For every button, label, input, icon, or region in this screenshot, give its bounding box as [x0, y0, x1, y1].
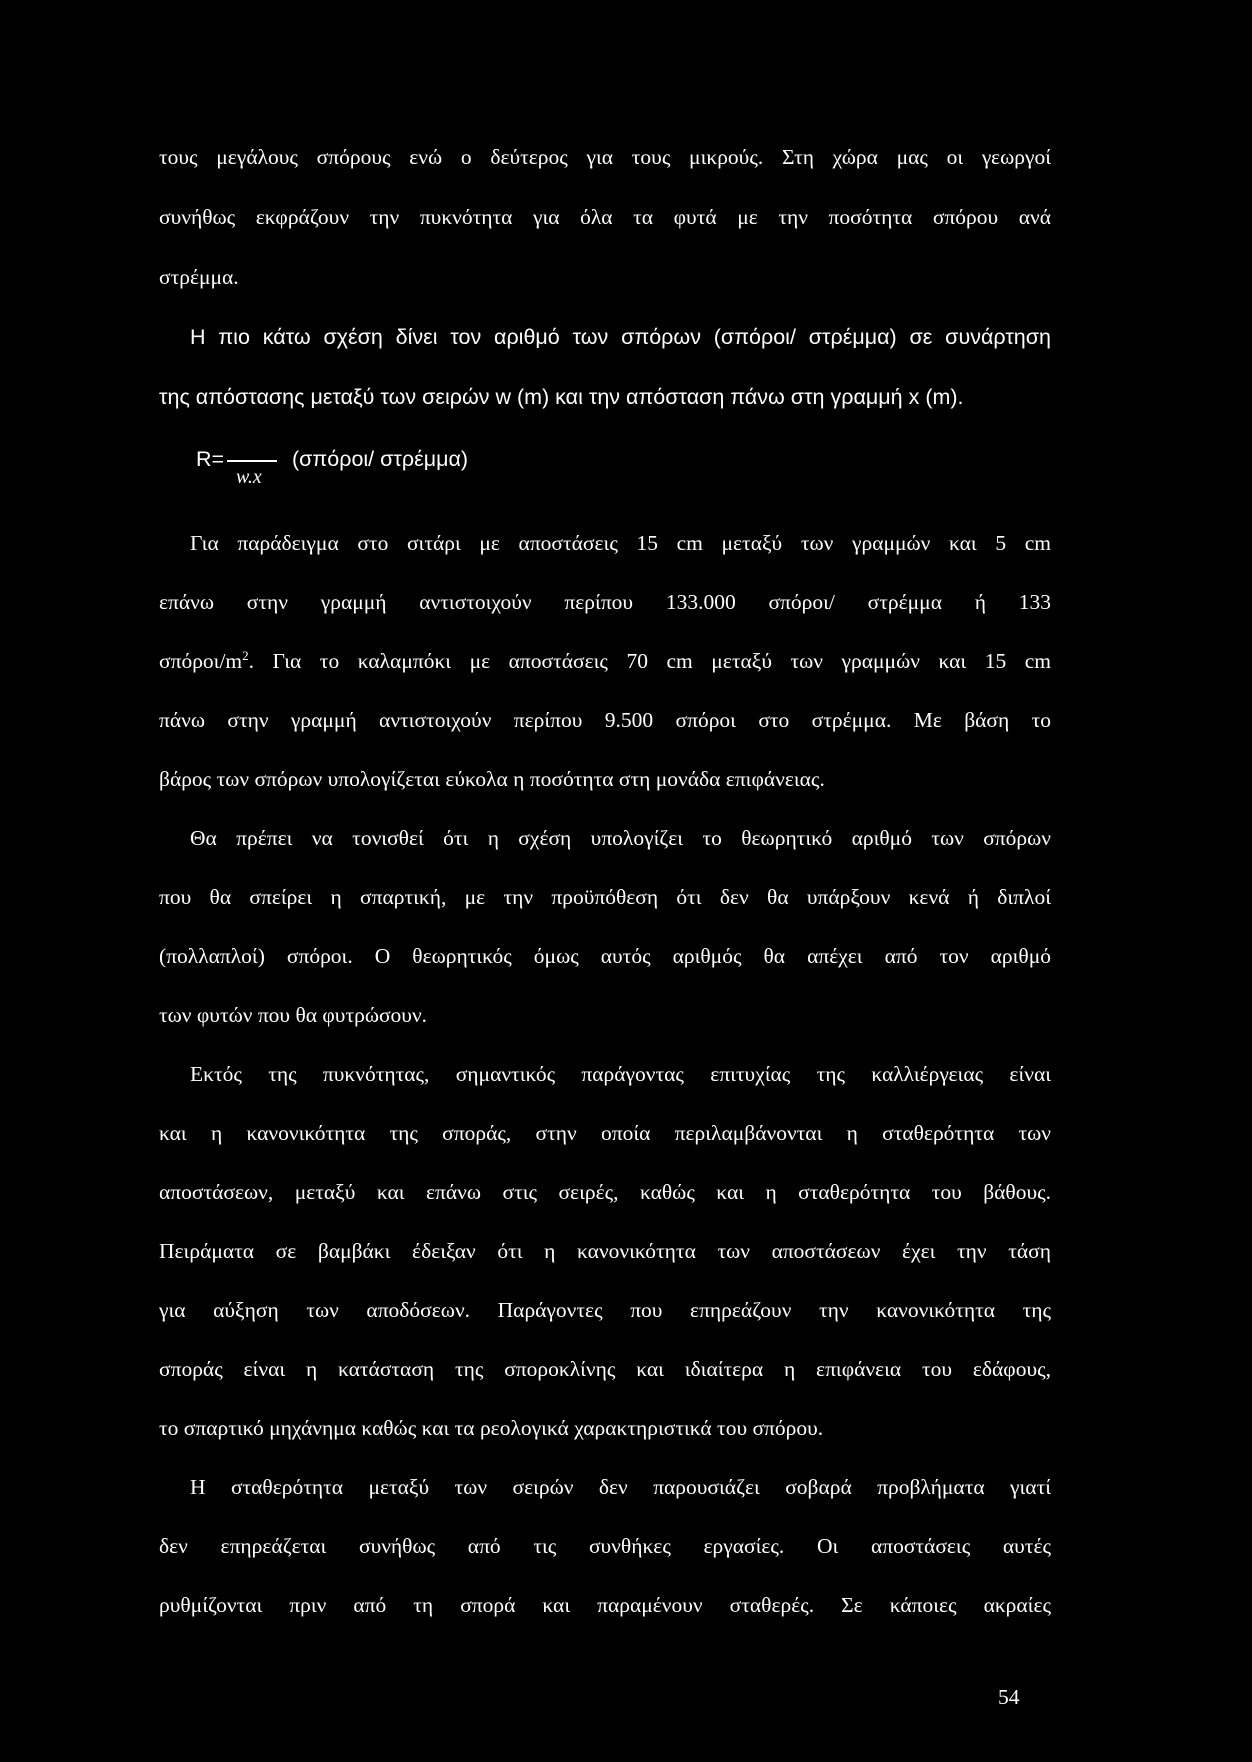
text-line [159, 646, 1051, 676]
formula-lhs: R= [196, 447, 225, 471]
formula-units: (σπόροι/ στρέμμα) [292, 447, 469, 471]
text-line: βάρος των σπόρων υπολογίζεται εύκολα η ποσότητα στη μονάδα επιφάνειας. [159, 767, 825, 791]
text-line: συνήθως εκφράζουν την πυκνότητα για όλα τα φυτά με την ποσότητα σπόρου ανά [159, 205, 1051, 229]
text-line: Για παράδειγμα στο σιτάρι με αποστάσεις 15 cm μεταξύ των γραμμών και 5 cm [190, 531, 1051, 555]
formula [196, 444, 469, 488]
text-line: Η σταθερότητα μεταξύ των σειρών δεν παρουσιάζει σοβαρά προβλήματα γιατί [190, 1475, 1051, 1499]
text-line: στρέμμα. [159, 265, 239, 289]
text-line: τους μεγάλους σπόρους ενώ ο δεύτερος για τους μικρούς. Στη χώρα μας οι γεωργοί [159, 145, 1051, 169]
superscript: 2 [242, 647, 249, 663]
text-segment: σπόροι/m [159, 649, 243, 673]
text-line: Πειράματα σε βαμβάκι έδειξαν ότι η κανονικότητα των αποστάσεων έχει την τάση [159, 1239, 1051, 1263]
text-line: (πολλαπλοί) σπόροι. Ο θεωρητικός όμως αυτός αριθμός θα απέχει από τον αριθμό [159, 944, 1051, 968]
text-line: της απόστασης μεταξύ των σειρών w (m) και την απόσταση πάνω στη γραμμή x (m). [159, 385, 964, 409]
text-line: που θα σπείρει η σπαρτική, με την προϋπόθεση ότι δεν θα υπάρξουν κενά ή διπλοί [159, 885, 1051, 909]
text-line: πάνω στην γραμμή αντιστοιχούν περίπου 9.500 σπόροι στο στρέμμα. Με βάση το [159, 708, 1051, 732]
text-segment: . Για το καλαμπόκι με αποστάσεις 70 cm μεταξύ των γραμμών και 15 cm [248, 649, 1051, 673]
text-line: Η πιο κάτω σχέση δίνει τον αριθμό των σπόρων (σπόροι/ στρέμμα) σε συνάρτηση [190, 325, 1051, 349]
text-line: των φυτών που θα φυτρώσουν. [159, 1003, 428, 1027]
page-number: 54 [998, 1685, 1020, 1709]
text-line: δεν επηρεάζεται συνήθως από τις συνθήκες εργασίες. Οι αποστάσεις αυτές [159, 1534, 1051, 1558]
text-line: για αύξηση των αποδόσεων. Παράγοντες που επηρεάζουν την κανονικότητα της [159, 1298, 1051, 1322]
fraction-bar [227, 460, 277, 462]
text-line: Εκτός της πυκνότητας, σημαντικός παράγοντας επιτυχίας της καλλιέργειας είναι [190, 1062, 1051, 1086]
text-line: και η κανονικότητα της σποράς, στην οποία περιλαμβάνονται η σταθερότητα των [159, 1121, 1051, 1145]
text-line: το σπαρτικό μηχάνημα καθώς και τα ρεολογικά χαρακτηριστικά του σπόρου. [159, 1416, 824, 1440]
text-line: αποστάσεων, μεταξύ και επάνω στις σειρές, καθώς και η σταθερότητα του βάθους. [159, 1180, 1051, 1204]
formula-denominator: w.x [236, 466, 262, 488]
text-line: σποράς είναι η κατάσταση της σποροκλίνης και ιδιαίτερα η επιφάνεια του εδάφους, [159, 1357, 1051, 1381]
text-line: ρυθμίζονται πριν από τη σπορά και παραμένουν σταθερές. Σε κάποιες ακραίες [159, 1593, 1051, 1617]
text-line: Θα πρέπει να τονισθεί ότι η σχέση υπολογίζει το θεωρητικό αριθμό των σπόρων [190, 826, 1051, 850]
text-line: επάνω στην γραμμή αντιστοιχούν περίπου 133.000 σπόροι/ στρέμμα ή 133 [159, 590, 1051, 614]
